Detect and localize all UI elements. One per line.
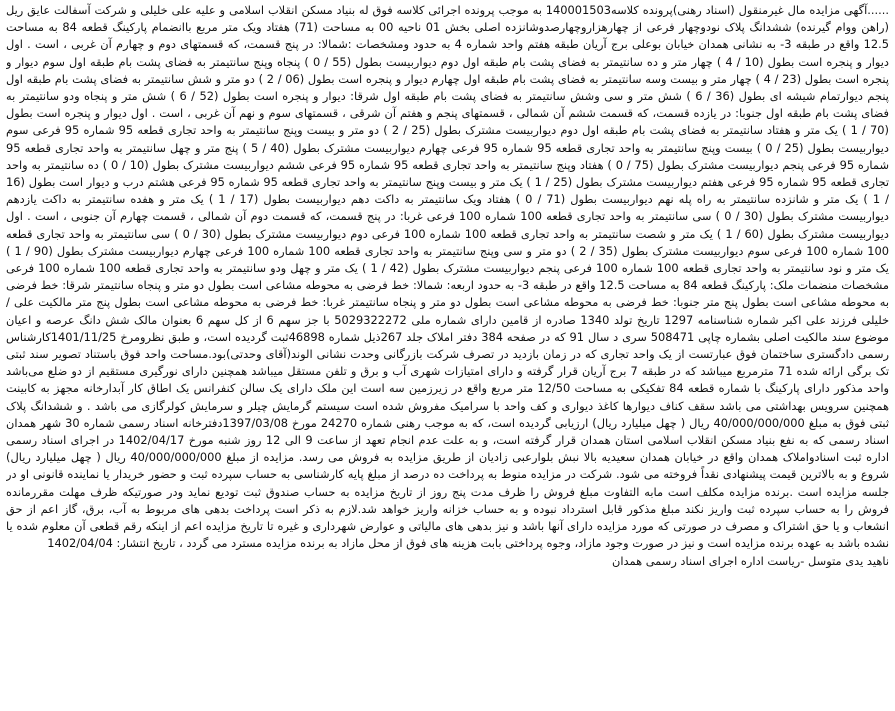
notice-signature: ناهید یدی متوسل -ریاست اداره اجرای اسناد رسمی همدان <box>611 553 889 568</box>
notice-body-text: ......آگهی مزایده مال غیرمنقول (اسناد رهنی)پرونده کلاسه140001503 به موجب پرونده اجرائی کلاسه فوق له بنیاد مسکن انقلاب اسلامی و علیه علی خلیلی و شرکت آسفالت عایق ریل (راهن ووام گیرنده) ششدانگ پلاک نودوچهار فرعی از چهارهزاروچهارصدوشانزده اصلی بخش 01 ناحیه 00 به مساحت (71) هفتاد ویک متر مربع باانضمام پارکینگ قطعه 84 به مساحت 12.5 واقع در طبقه 3- به نشانی همدان خیابان بوعلی برج آریان طبقه هفتم واحد شماره 4 به حدود ومشخصات :شمالا: در پنج قسمت، که قسمتهای دوم و چهارم آن غربی ، است . اول دیوار و پنجره است بطول (10 / 4 ) چهار متر و ده سانتیمتر به فضای پشت بام طبقه اول دوم دیواربیست بطول (55 / 0 ) پنجاه وپنج سانتیمتر به فضای پشت بام طبقه اول سوم دیوار و پنجره است بطول (23 / 4 ) چهار متر و بیست وسه سانتیمتر به فضای پشت بام طبقه اول چهارم دیوار و پنجره است بطول (06 / 2 ) دو متر و شش سانتیمتر به فضای پشت بام طبقه اول پنجم دیوارتمام شیشه ای بطول (36 / 6 ) شش متر و سی وشش سانتیمتر به فضای پشت بام طبقه اول شرقا: دیوار و پنجره است بطول (52 / 6 ) شش متر و پنجاه ودو سانتیمتر به فضای پشت بام طبقه اول جنوبا: در یازده قسمت، که قسمت ششم آن شمالی ، قسمتهای پنجم و هفتم آن شرقی ، قسمتهای سوم و نهم آن غربی ، است . اول دیوار و پنجره است بطول (70 / 1 ) یک متر و هفتاد سانتیمتر به فضای پشت بام طبقه اول دوم دیواربیست مشترک بطول (25 / 2 ) دو متر و بیست وپنج سانتیمتر به واحد تجاری قطعه 95 شماره 95 فرعی سوم دیواربیست بطول (25 / 0 ) بیست وپنج سانتیمتر به واحد تجاری قطعه 95 شماره 95 فرعی چهارم دیواربیست مشترک بطول (40 / 5 ) پنج متر و چهل سانتیمتر به واحد تجاری قطعه 95 شماره 95 فرعی پنجم دیواربیست مشترک بطول (75 / 0 ) هفتاد وپنج سانتیمتر به واحد تجاری قطعه 95 شماره 95 فرعی ششم دیواربیست مشترک بطول (10 / 0 ) ده سانتیمتر به واحد تجاری قطعه 95 شماره 95 فرعی هفتم دیواربیست مشترک بطول (25 / 1 ) یک متر و بیست وپنج سانتیمتر به واحد تجاری قطعه 95 شماره 95 فرعی هشتم درب و دیوار است بطول (16 / 1 ) یک متر و شانزده سانتیمتر به راه پله نهم دیواربیست بطول (71 / 0 ) هفتاد ویک سانتیمتر به داکت دهم دیواربیست بطول (17 / 1 ) یک متر و هفده سانتیمتر به داکت یازدهم دیواربیست مشترک بطول (30 / 0 ) سی سانتیمتر به واحد تجاری قطعه 100 شماره 100 فرعی غربا: در پنج قسمت، که قسمت دوم آن شمالی ، قسمت چهارم آن جنوبی ، است . اول دیواربیست مشترک بطول (60 / 1 ) یک متر و شصت سانتیمتر به واحد تجاری قطعه 100 شماره 100 فرعی دوم دیواربیست مشترک بطول (30 / 0 ) سی سانتیمتر به واحد تجاری قطعه 100 شماره 100 فرعی سوم دیواربیست مشترک بطول (35 / 2 ) دو متر و سی وپنج سانتیمتر به واحد تجاری قطعه 100 شماره 100 فرعی چهارم دیواربیست مشترک بطول (90 / 1 ) یک متر و نود سانتیمتر به واحد تجاری قطعه 100 شماره 100 فرعی پنجم دیواربیست مشترک بطول (42 / 1 ) یک متر و چهل ودو سانتیمتر به واحد تجاری قطعه 100 شماره 100 فرعی مشخصات منضمات ملک: پارکینگ قطعه 84 به مساحت 12.5 واقع در طبقه 3- به حدود اربعه: شمالا: خط فرضی به محوطه مشاعی است بطول دو متر و پنجاه سانتیمتر شرقا: خط فرضی به محوطه مشاعی است بطول پنج متر جنوبا: خط فرضی به محوطه مشاعی است بطول دو متر و پنجاه سانتیمتر غربا: خط فرضی به محوطه مشاعی است بطول پنج متر مالکیت علی / خلیلی فرزند علی اکبر شماره شناسنامه 1297 تاریخ تولد 1340 صادره از قامین دارای شماره ملی 5029322272 با جز سهم 6 از کل سهم 6 بعنوان مالک شش دانگ عرصه و اعیان موضوع سند مالکیت اصلی بشماره چاپی 508471 سری د سال 91 که در صفحه 384 دفتر املاک جلد 267ذیل شماره 46898ثبت گردیده است، و طبق نظرومرخ 1401/11/25کارشناس رسمی دادگستری ساختمان فوق عبارتست از یک واحد تجاری که در زمان بازدید در تصرف شرکت بازرگانی وحدت نشانی الوند(آقای وحدتی)بود.مساحت واحد فوق باستناد تصویر سند ثبتی تک برگی ارائه شده 71 مترمربع میباشد که در طبقه 7 برج آریان قرار گرفته و دارای امتیازات شهری آب و برق و تلفن مستقل میباشد همچنین دارای نورگیری مستقیم از دو ضلع می‌باشد واحد مذکور دارای پارکینگ با شماره قطعه 84 تفکیکی به مساحت 12/50 متر مربع واقع در زیرزمین سه است این ملک دارای یک سالن کنفرانس یک اطاق کار آبدارخانه مجهز به کابینت همچنین سرویس بهداشتی می باشد سقف کناف دیوارها کاغذ دیواری و کف واحد با سرامیک مفروش شده است سیستم گرمایش چیلر و سرمایش کولرگازی می باشد . و ششدانگ پلاک ثبتی فوق به مبلغ 40/000/000/000 ریال ( چهل میلیارد ریال) ارزیابی گردیده است، که به موجب رهنی شماره 24270 مورخ 1397/03/08دفترخانه اسناد رسمی شماره 30 شهر همدان اسناد رسمی که به نفع بنیاد مسکن انقلاب اسلامی استان همدان قرار گرفته است، و به علت عدم انجام تعهد از ساعت 9 الی 12 روز شنبه مورخ 1402/04/17 در اجرای اسناد رسمی اداره ثبت اسنادواملاک همدان واقع در خیابان همدان سعیدیه بالا نبش بلوارعبی زادیان از طریق مزایده به فروش می رسد. مزایده از مبلغ 40/000/000/000 ریال ( چهل میلیارد ریال) شروع و به بالاترین قیمت پیشنهادی نقداً فروخته می شود. شرکت در مزایده منوط به پرداخت ده درصد از مبلغ پایه کارشناسی به حساب سپرده ثبت و حضور خریدار یا نماینده قانونی او در جلسه مزایده است .برنده مزایده مکلف است مابه التفاوت مبلغ فروش را ظرف مدت پنج روز از تاریخ مزایده به حساب صندوق ثبت تودیع نماید ودر صورتیکه ظرف مهلت مقررمانده فروش را به حساب سپرده ثبت واریز نکند مبلغ مذکور قابل استرداد نبوده و به حساب خزانه واریز خواهد شد.لازم به ذکر است پرداخت بدهی های مربوط به آب، برق، گاز اعم از حق انشعاب و یا حق اشتراک و مصرف در صورتی که مورد مزایده دارای آنها باشد و نیز بدهی های مالیاتی و عوارض شهرداری و غیره تا تاریخ مزایده اعم از اینکه رقم قطعی آن معلوم شده یا نشده باشد به عهده برنده مزایده است و نیز در صورت وجود مازاد، وجوه پرداختی بابت هزینه های فوق از محل مازاد به برنده مزایده مسترد می گردد ، تاریخ انتشار: 1402/04/04 <box>6 3 889 551</box>
auction-notice <box>6 2 889 707</box>
